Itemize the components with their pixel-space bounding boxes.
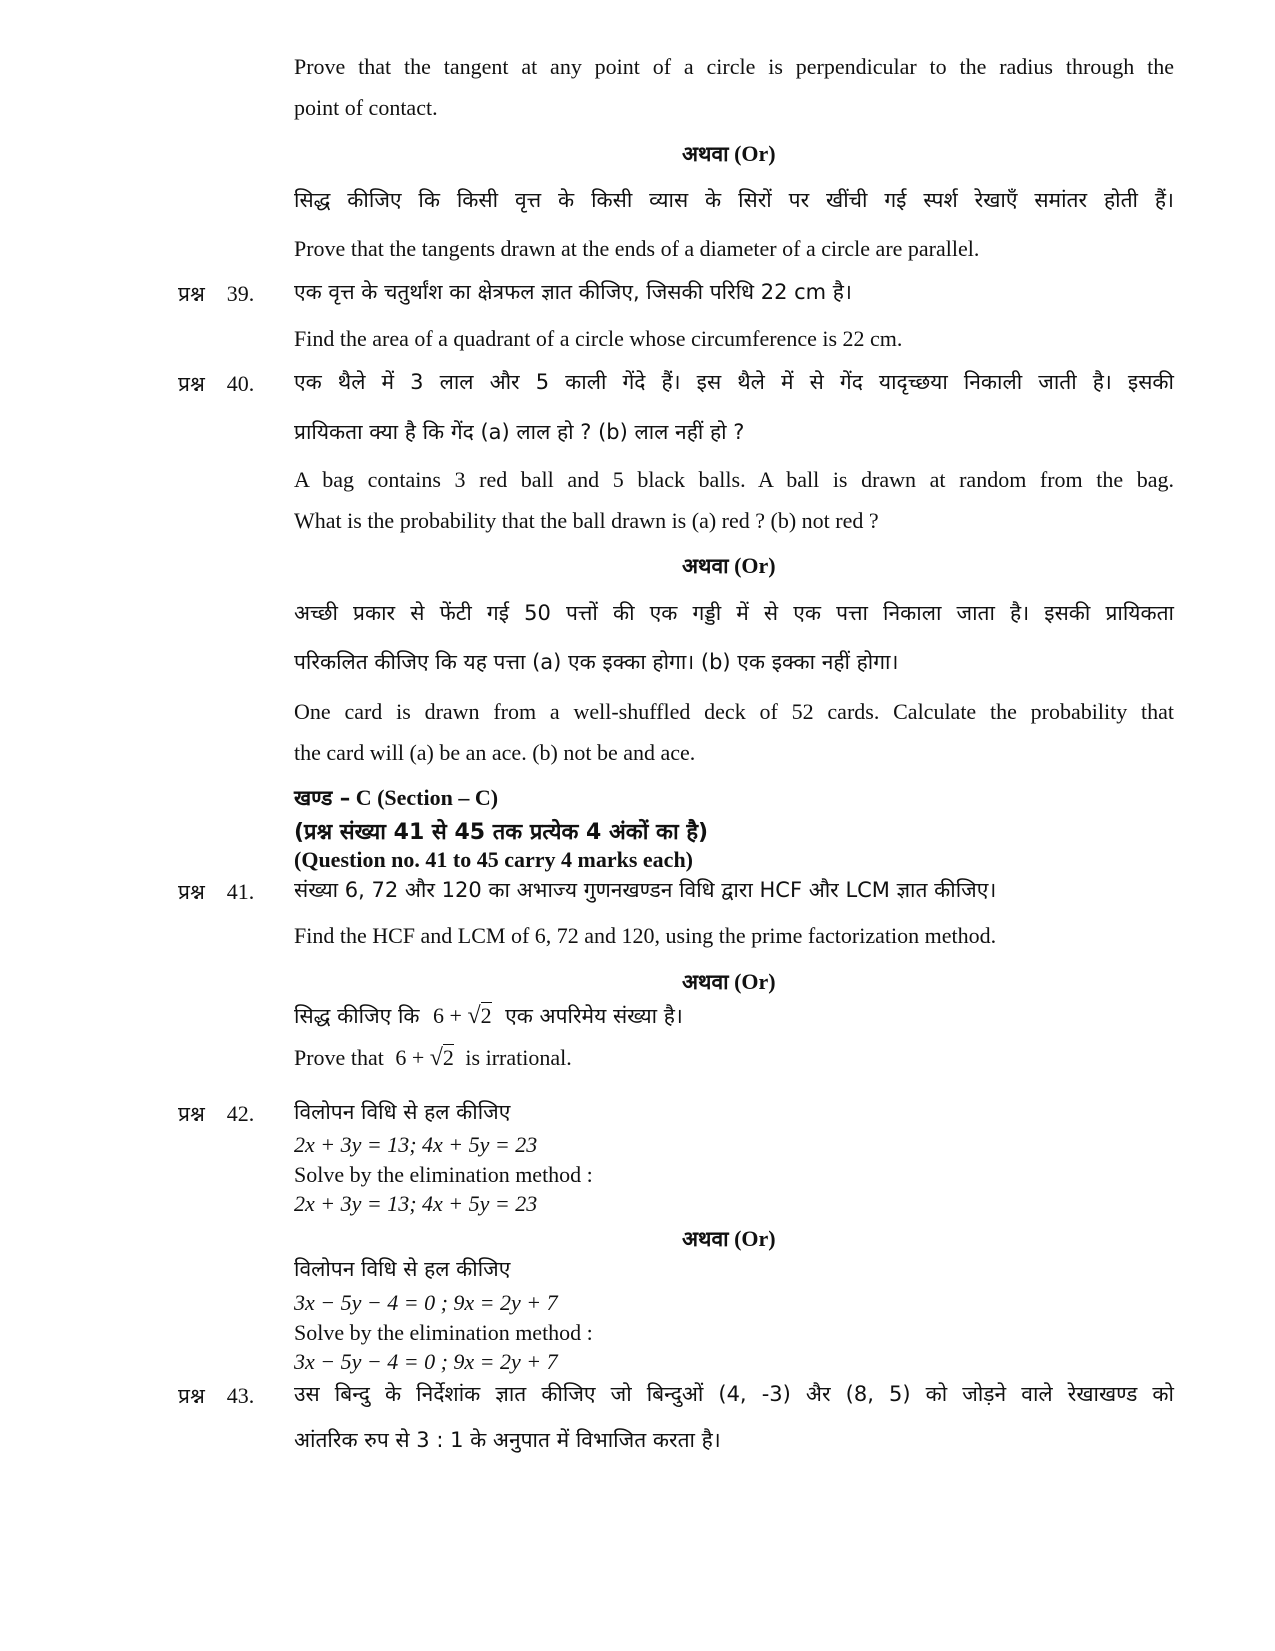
question-text-hi — [294, 1002, 683, 1031]
question-word: प्रश्न — [178, 880, 205, 904]
question-text-hi: एक वृत्त के चतुर्थांश का क्षेत्रफल ज्ञात कीजिए, जिसकी परिधि 22 cm है। — [294, 280, 852, 304]
question-text: Prove that the tangent at any point of a circle is perpendicular to the radius through the — [294, 54, 1174, 79]
question-num: 42. — [226, 1101, 255, 1126]
equation: 3x − 5y − 4 = 0 ; 9x = 2y + 7 — [294, 1349, 558, 1374]
or-label-hi: अथवा — [682, 554, 729, 578]
or-label-en: (Or) — [734, 141, 776, 166]
section-heading-hi: खण्ड – — [294, 786, 351, 810]
question-text-hi: सिद्ध कीजिए कि किसी वृत्त के किसी व्यास के सिरों पर खींची गई स्पर्श रेखाएँ समांतर होती हैं। — [294, 188, 1174, 212]
section-heading — [294, 784, 498, 812]
section-heading-en: C (Section – C) — [355, 785, 499, 810]
expr-radicand: 2 — [480, 1003, 492, 1028]
question-word: प्रश्न — [178, 1384, 205, 1408]
question-word: प्रश्न — [178, 282, 205, 306]
sqrt-sign: √ — [429, 1045, 443, 1071]
question-text-hi: एक थैले में 3 लाल और 5 काली गेंदे हैं। इस थैले में से गेंद यादृच्छया निकाली जाती है। इसकी — [294, 370, 1174, 394]
question-num: 40. — [226, 371, 255, 396]
section-note-hi: (प्रश्न संख्या 41 से 45 तक प्रत्येक 4 अंकों का है) — [294, 820, 709, 845]
question-word: प्रश्न — [178, 372, 205, 396]
question-number — [178, 370, 254, 398]
question-text — [294, 1044, 572, 1073]
question-text: Find the HCF and LCM of 6, 72 and 120, using the prime factorization method. — [294, 923, 997, 948]
question-text: A bag contains 3 red ball and 5 black balls. A ball is drawn at random from the bag. — [294, 467, 1174, 492]
question-text-hi: विलोपन विधि से हल कीजिए — [294, 1100, 511, 1124]
equation: 3x − 5y − 4 = 0 ; 9x = 2y + 7 — [294, 1290, 558, 1315]
question-text-hi: आंतरिक रुप से 3 : 1 के अनुपात में विभाजित करता है। — [294, 1428, 721, 1452]
or-label-hi: अथवा — [682, 142, 729, 166]
or-label — [682, 1225, 776, 1253]
question-num: 43. — [226, 1383, 255, 1408]
question-text-hi: अच्छी प्रकार से फेंटी गई 50 पत्तों की एक गड्डी में से एक पत्ता निकाला जाता है। इसकी प्रायिकता — [294, 601, 1174, 625]
sqrt-sign: √ — [467, 1003, 481, 1029]
question-number — [178, 1100, 254, 1128]
or-label-hi: अथवा — [682, 970, 729, 994]
expr-part: 6 + — [395, 1045, 430, 1070]
text-segment: is irrational. — [465, 1045, 572, 1070]
question-text: Find the area of a quadrant of a circle whose circumference is 22 cm. — [294, 326, 903, 351]
or-label — [682, 968, 776, 996]
question-text: point of contact. — [294, 95, 438, 120]
or-label-en: (Or) — [734, 1226, 776, 1251]
question-text-hi: उस बिन्दु के निर्देशांक ज्ञात कीजिए जो बिन्दुओं (4, -3) अैर (8, 5) को जोड़ने वाले रेखाखण्ड को — [294, 1382, 1174, 1406]
sqrt-expression — [395, 1045, 454, 1070]
equation: 2x + 3y = 13; 4x + 5y = 23 — [294, 1191, 538, 1216]
question-text: What is the probability that the ball drawn is (a) red ? (b) not red ? — [294, 508, 879, 533]
question-num: 39. — [226, 281, 255, 306]
sqrt-expression — [433, 1003, 492, 1028]
equation: 2x + 3y = 13; 4x + 5y = 23 — [294, 1132, 538, 1157]
or-label — [682, 552, 776, 580]
question-number — [178, 280, 254, 308]
section-note-en: (Question no. 41 to 45 carry 4 marks each) — [294, 847, 694, 872]
question-text-hi: विलोपन विधि से हल कीजिए — [294, 1257, 511, 1281]
or-label-hi: अथवा — [682, 1227, 729, 1251]
text-segment: सिद्ध कीजिए कि — [294, 1004, 420, 1028]
question-num: 41. — [226, 879, 255, 904]
or-label-en: (Or) — [734, 553, 776, 578]
text-segment: एक अपरिमेय संख्या है। — [505, 1004, 683, 1028]
text-segment: Prove that — [294, 1045, 384, 1070]
question-text: Solve by the elimination method : — [294, 1162, 593, 1187]
or-label-en: (Or) — [734, 969, 776, 994]
expr-radicand: 2 — [442, 1045, 454, 1070]
or-label — [682, 140, 776, 168]
question-text: One card is drawn from a well-shuffled deck of 52 cards. Calculate the probability that — [294, 699, 1174, 724]
question-number — [178, 1382, 254, 1410]
question-text-hi: संख्या 6, 72 और 120 का अभाज्य गुणनखण्डन विधि द्वारा HCF और LCM ज्ञात कीजिए। — [294, 878, 997, 902]
expr-part: 6 + — [433, 1003, 468, 1028]
question-text-hi: प्रायिकता क्या है कि गेंद (a) लाल हो ? (b) लाल नहीं हो ? — [294, 420, 745, 444]
question-number — [178, 878, 254, 906]
question-text: Prove that the tangents drawn at the ends of a diameter of a circle are parallel. — [294, 236, 980, 261]
question-text-hi: परिकलित कीजिए कि यह पत्ता (a) एक इक्का होगा। (b) एक इक्का नहीं होगा। — [294, 650, 899, 674]
question-text: Solve by the elimination method : — [294, 1320, 593, 1345]
question-text: the card will (a) be an ace. (b) not be and ace. — [294, 740, 696, 765]
question-word: प्रश्न — [178, 1102, 205, 1126]
